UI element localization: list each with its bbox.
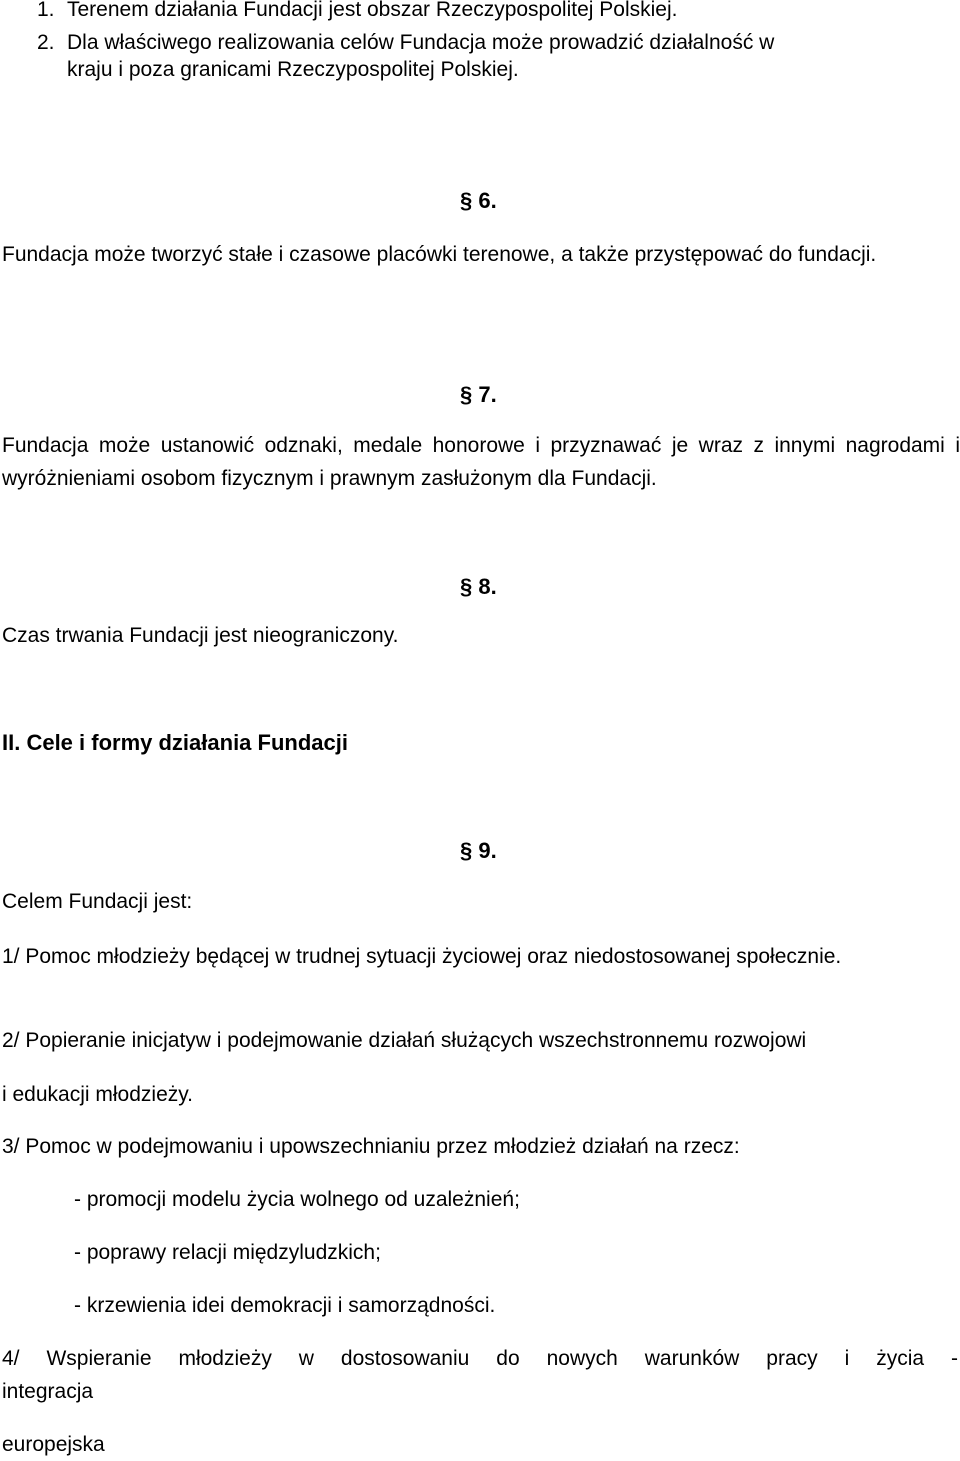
section-8-mark: § 8.: [460, 574, 497, 599]
list-item-text: Terenem działania Fundacji jest obszar Rzeczypospolitej Polskiej.: [67, 0, 678, 21]
goal-3-subitem: - poprawy relacji międzyludzkich;: [74, 1241, 381, 1264]
goal-1: 1/ Pomoc młodzieży będącej w trudnej sytuacji życiowej oraz niedostosowanej społecznie.: [2, 945, 842, 968]
goal-4-line-1-wrap: [2, 1375, 93, 1408]
goal-3: 3/ Pomoc w podejmowaniu i upowszechnianiu przez młodzież działań na rzecz:: [2, 1135, 740, 1158]
goal-4-wrap-word: integracja: [2, 1380, 94, 1403]
goal-3-subitem: - krzewienia idei demokracji i samorządności.: [74, 1294, 496, 1317]
list-item-number: 1.: [37, 0, 55, 21]
list-item: [37, 0, 677, 26]
goal-4-line-2: europejska: [2, 1433, 105, 1456]
section-9-mark: § 9.: [460, 838, 497, 863]
chapter-heading: II. Cele i formy działania Fundacji: [2, 730, 348, 755]
section-6-text: Fundacja może tworzyć stałe i czasowe placówki terenowe, a także przystępować do fundacji.: [2, 243, 877, 266]
goal-3-subitem: - promocji modelu życia wolnego od uzależnień;: [74, 1188, 520, 1211]
section-6-mark: § 6.: [460, 188, 497, 213]
list-item-text: Dla właściwego realizowania celów Fundacja może prowadzić działalność w: [67, 31, 775, 54]
section-9-intro: Celem Fundacji jest:: [2, 890, 193, 913]
goal-2-line-1: 2/ Popieranie inicjatyw i podejmowanie działań służących wszechstronnemu rozwojowi: [2, 1029, 807, 1052]
list-item-text-continued: kraju i poza granicami Rzeczypospolitej Polskiej.: [67, 58, 519, 81]
list-item-number: 2.: [37, 31, 55, 54]
section-7-text: Fundacja może ustanowić odznaki, medale honorowe i przyznawać je wraz z innymi nagrodami i wyróżnieniami osobom fizycznym i prawnym zasłużonym dla Fundacji.: [2, 434, 960, 490]
goal-4-line-1: 4/ Wspieranie młodzieży w dostosowaniu do nowych warunków pracy i życia -: [2, 1347, 958, 1370]
section-8-text: Czas trwania Fundacji jest nieograniczony.: [2, 624, 399, 647]
goal-2-line-2: i edukacji młodzieży.: [2, 1083, 194, 1106]
section-7-mark: § 7.: [460, 382, 497, 407]
